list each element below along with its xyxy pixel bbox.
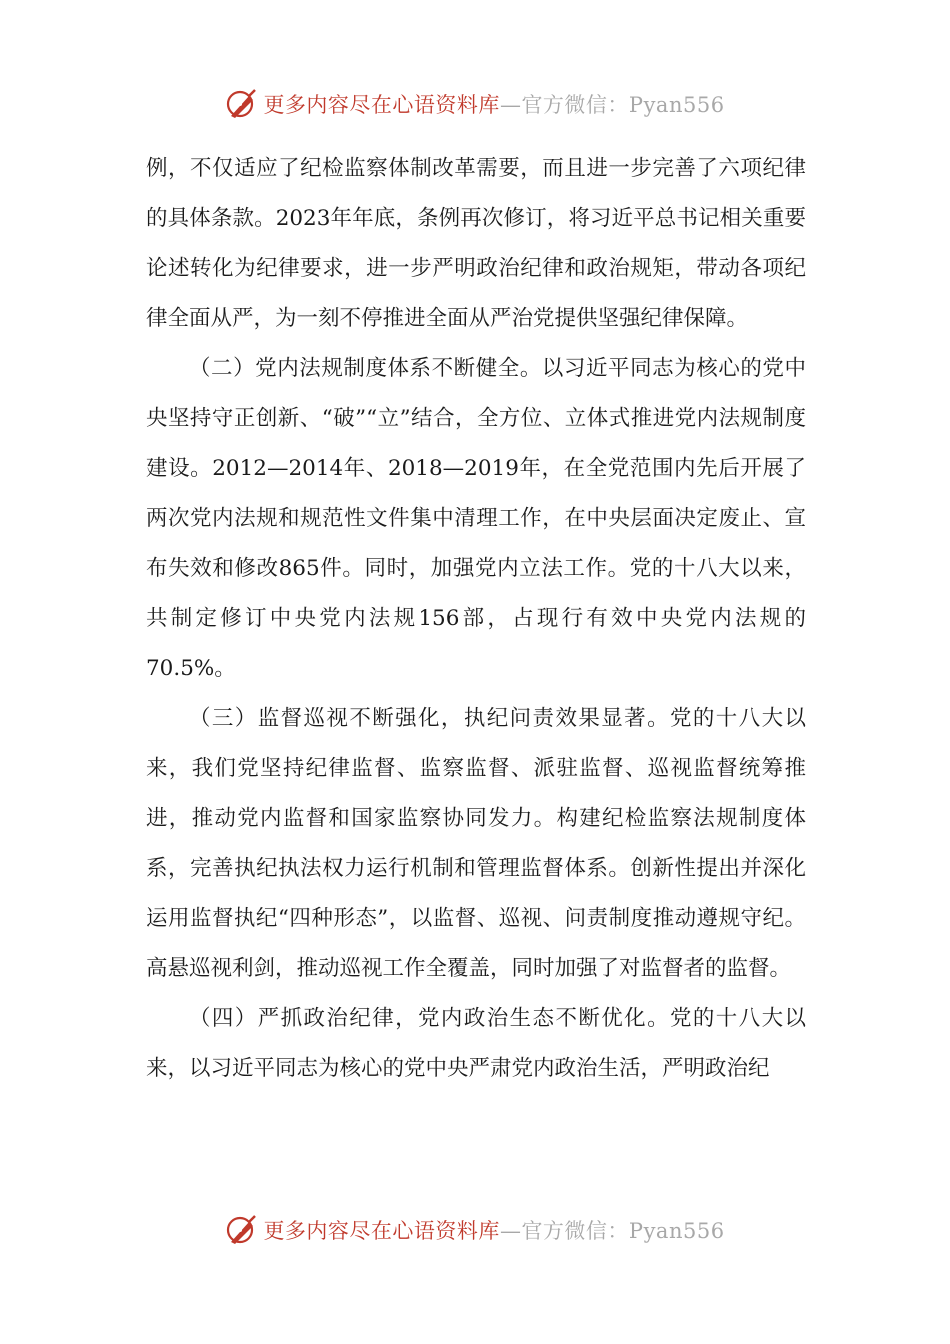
- footer-banner-main: 更多内容尽在心语资料库: [263, 1219, 500, 1243]
- footer-banner-contact: —官方微信：Pyan556: [499, 1219, 725, 1243]
- header-banner-contact: —官方微信：Pyan556: [499, 93, 725, 117]
- paragraph-3: （三）监督巡视不断强化，执纪问责效果显著。党的十八大以来，我们党坚持纪律监督、监察监督、派驻监督、巡视监督统筹推进，推动党内监督和国家监察协同发力。构建纪检监察法规制度体系，完善执纪执法权力运行机制和管理监督体系。创新性提出并深化运用监督执纪“四种形态”，以监督、巡视、问责制度推动遵规守纪。高悬巡视利剑，推动巡视工作全覆盖，同时加强了对监督者的监督。: [146, 706, 806, 981]
- document-body: [146, 144, 806, 1094]
- footer-banner-text: [263, 1215, 724, 1245]
- header-banner-text: [263, 89, 724, 119]
- header-banner: [0, 84, 950, 124]
- footer-banner: [0, 1210, 950, 1250]
- paragraph-2: （二）党内法规制度体系不断健全。以习近平同志为核心的党中央坚持守正创新、“破”“立”结合，全方位、立体式推进党内法规制度建设。2012—2014年、2018—2019年，在全党范围内先后开展了两次党内法规和规范性文件集中清理工作，在中央层面决定废止、宣布失效和修改865件。同时，加强党内立法工作。党的十八大以来，共制定修订中央党内法规156部，占现行有效中央党内法规的70.5%。: [146, 356, 806, 681]
- paragraph-4: （四）严抓政治纪律，党内政治生态不断优化。党的十八大以来，以习近平同志为核心的党中央严肃党内政治生活，严明政治纪: [146, 1006, 806, 1081]
- pen-logo-icon: [225, 1213, 259, 1247]
- paragraph-1: 例，不仅适应了纪检监察体制改革需要，而且进一步完善了六项纪律的具体条款。2023年年底，条例再次修订，将习近平总书记相关重要论述转化为纪律要求，进一步严明政治纪律和政治规矩，带动各项纪律全面从严，为一刻不停推进全面从严治党提供坚强纪律保障。: [146, 156, 806, 331]
- pen-logo-icon: [225, 87, 259, 121]
- header-banner-main: 更多内容尽在心语资料库: [263, 93, 500, 117]
